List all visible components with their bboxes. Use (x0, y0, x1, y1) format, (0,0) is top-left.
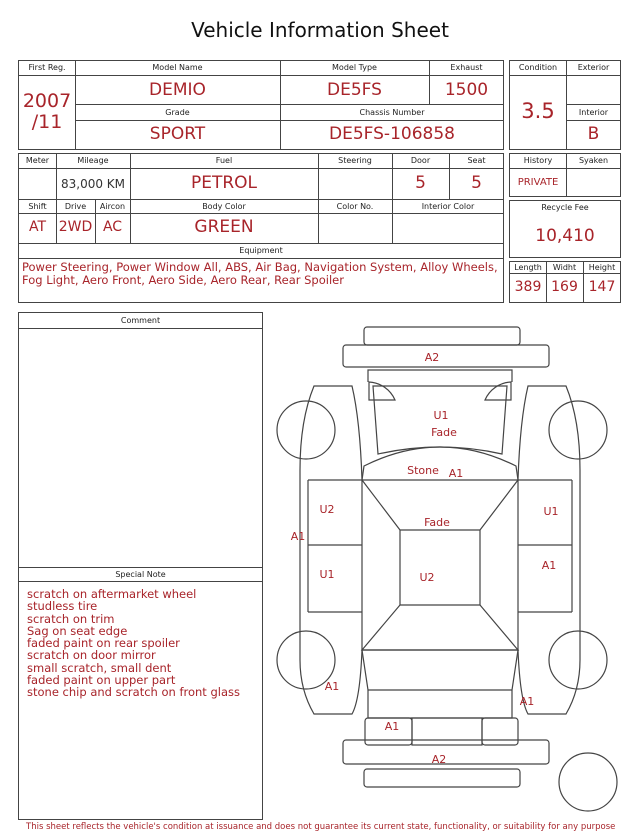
mileage-label: Mileage (77, 156, 109, 165)
recycle-fee-box (509, 200, 621, 258)
comment-label: Comment (120, 316, 161, 325)
mark-front-glass: A1 (384, 720, 400, 733)
mileage-value: 83,000 KM (60, 177, 126, 191)
recycle-fee-label: Recycle Fee (541, 203, 589, 212)
seat-value: 5 (471, 173, 482, 193)
special-note-item: faded paint on upper part (27, 673, 176, 688)
basic-info-table (18, 60, 504, 150)
mark-floor-center: U2 (419, 571, 435, 584)
drive-label: Drive (64, 202, 87, 211)
recycle-fee-value: 10,410 (535, 226, 595, 246)
special-note-item: Sag on seat edge (27, 623, 128, 638)
grade-label: Grade (165, 108, 190, 117)
condition-table (509, 60, 621, 150)
exhaust-label: Exhaust (450, 63, 483, 72)
first-reg-label: First Reg. (28, 63, 66, 72)
condition-label: Condition (518, 63, 558, 72)
mark-right-front-fender: A1 (519, 695, 535, 708)
special-note-item: small scratch, small dent (27, 660, 172, 675)
history-value: PRIVATE (517, 177, 559, 188)
color-no-label: Color No. (336, 202, 374, 211)
body-color-label: Body Color (202, 202, 246, 211)
mark-right-front-door: A1 (541, 559, 557, 572)
history-label: History (523, 156, 553, 165)
special-note-item: scratch on trim (27, 611, 115, 626)
shift-label: Shift (28, 202, 47, 211)
model-name-value: DEMIO (149, 80, 206, 100)
length-value: 389 (514, 279, 542, 295)
width-label: Widht (552, 263, 577, 272)
special-note-item: scratch on aftermarket wheel (27, 587, 197, 601)
chassis-value: DE5FS-106858 (329, 124, 455, 144)
car-damage-diagram (268, 318, 620, 818)
width-value: 169 (551, 279, 578, 295)
equipment-label: Equipment (239, 246, 283, 255)
interior-label: Interior (578, 108, 609, 117)
mark-roof-fade: Fade (424, 516, 450, 529)
mark-left-front-door: U1 (319, 568, 335, 581)
exhaust-value: 1500 (444, 80, 489, 100)
model-type-label: Model Type (332, 63, 377, 72)
page-title: Vehicle Information Sheet (191, 18, 449, 42)
first-reg-value: 2007 /11 (22, 90, 72, 133)
aircon-label: Aircon (99, 202, 126, 211)
shift-value: AT (28, 219, 47, 235)
condition-value: 3.5 (521, 99, 555, 123)
history-table (509, 153, 621, 197)
door-label: Door (410, 156, 431, 165)
mark-right-rear-door: U1 (543, 505, 559, 518)
fuel-label: Fuel (215, 156, 233, 165)
special-note-label: Special Note (115, 570, 166, 579)
special-note-item: scratch on door mirror (27, 648, 156, 663)
exterior-label: Exterior (577, 63, 610, 72)
grade-value: SPORT (149, 124, 206, 144)
length-label: Length (514, 263, 542, 272)
mark-rear-glass-u: U1 (433, 409, 449, 422)
mark-roof-a: A1 (448, 467, 464, 480)
mark-roof-stone: Stone (407, 464, 439, 477)
mark-left-rear-door: U2 (319, 503, 335, 516)
interior-value: B (587, 124, 600, 144)
model-name-label: Model Name (152, 63, 203, 72)
aircon-value: AC (102, 219, 123, 235)
disclaimer-footer: This sheet reflects the vehicle's condition at issuance and does not guarantee its current state, functionality, or suitability for any purpose (26, 822, 616, 832)
door-value: 5 (415, 173, 426, 193)
equipment-value: Power Steering, Power Window All, ABS, Air Bag, Navigation System, Alloy Wheels, Fog Light, Aero Front, Aero Side, Aero Rear, Rear Spoiler (22, 260, 498, 287)
seat-label: Seat (467, 156, 486, 165)
body-color-value: GREEN (194, 217, 254, 237)
meter-label: Meter (25, 156, 50, 165)
mark-rear-bumper: A2 (424, 351, 440, 364)
model-type-value: DE5FS (327, 80, 382, 100)
special-note-list (27, 588, 259, 699)
height-value: 147 (588, 279, 616, 295)
comment-box (18, 312, 263, 820)
special-note-item: stone chip and scratch on front glass (27, 685, 240, 700)
height-label: Height (588, 263, 616, 272)
mark-front-bumper: A2 (431, 753, 447, 766)
dimensions-table (509, 261, 621, 303)
steering-label: Steering (338, 156, 372, 165)
mark-rear-glass-fade: Fade (431, 426, 457, 439)
syaken-label: Syaken (578, 156, 609, 165)
chassis-label: Chassis Number (359, 108, 425, 117)
special-note-item: studless tire (27, 599, 98, 614)
special-note-item: faded paint on rear spoiler (27, 636, 180, 651)
interior-color-label: Interior Color (421, 202, 475, 211)
mark-left-front-fender: A1 (324, 680, 340, 693)
fuel-value: PETROL (190, 173, 258, 193)
drive-value: 2WD (58, 219, 93, 235)
mark-left-quarter: A1 (290, 530, 306, 543)
